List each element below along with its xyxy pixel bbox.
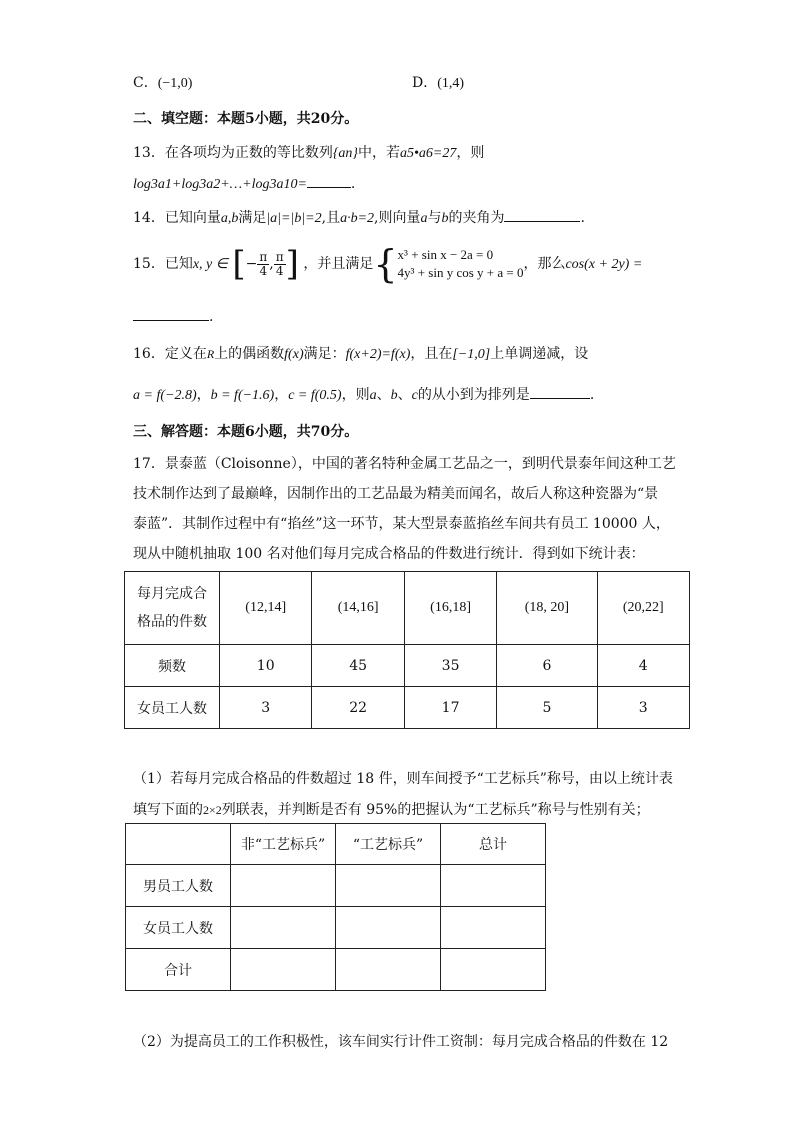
q16-then: ，则 [341, 387, 370, 403]
q15-eq1: x³ + sin x − 2a = 0 [397, 247, 494, 262]
q17-line2: 技术制作达到了最巅峰，因制作出的工艺品最为精美而闻名，故后人称这种瓷器为“景 [133, 486, 659, 502]
q15-left-bracket: [ [232, 244, 246, 284]
row-label: 男员工人数 [126, 865, 231, 907]
q16-eq: f(x+2)=f(x) [345, 347, 411, 362]
q14-with: 与 [427, 210, 442, 226]
q16-mid2: ，且在 [410, 346, 453, 362]
q16-sep1: ， [196, 387, 211, 403]
table-cell: 4 [597, 645, 690, 687]
table-cell: 10 [220, 645, 312, 687]
table-cell: 3 [597, 687, 690, 729]
interval-cell: (20,22] [597, 572, 690, 645]
q16-vb: b [390, 388, 398, 403]
q15-pi-left: π [259, 249, 268, 264]
q14-end: 的夹角为 [448, 210, 505, 226]
q15-mid: ，并且满足 [303, 256, 374, 272]
q13-answer-blank [307, 173, 351, 188]
q16-dun2: 、 [397, 387, 412, 403]
empty-cell [441, 865, 546, 907]
part1-l2-math: 2×2 [203, 803, 222, 817]
q16-prefix: 16．定义在 [133, 346, 207, 362]
empty-cell [336, 865, 441, 907]
q13-prefix: 13．在各项均为正数的等比数列 [133, 145, 333, 161]
header-cell: “工艺标兵” [336, 824, 441, 865]
stat-header-line1: 每月完成合 [137, 586, 207, 602]
empty-cell [336, 907, 441, 949]
q15-frac-left [257, 251, 269, 278]
header-cell: 总计 [441, 824, 546, 865]
row-label: 合计 [126, 949, 231, 991]
empty-cell [441, 907, 546, 949]
q16-mid: 上的偶函数 [214, 346, 285, 362]
q13-mid: 中，若 [358, 145, 401, 161]
stat-header-cell [125, 572, 220, 645]
q14-a: a [420, 211, 428, 226]
q16-c-def: c = f(0.5) [288, 388, 342, 403]
table-row [125, 645, 690, 687]
q15-eq2: 4y³ + sin y cos y + a = 0 [397, 265, 524, 280]
q15-vars: x, y ∈ [192, 257, 228, 272]
q15-system [398, 246, 524, 282]
q14-prefix: 14．已知向量 [133, 210, 221, 226]
q15-answer-line [133, 306, 213, 325]
q15-minus: − [245, 256, 258, 272]
q16-R: R [206, 347, 215, 361]
q13-seq: {an} [332, 146, 359, 161]
q16-vc: c [411, 388, 418, 403]
q16-sat: 满足： [303, 346, 346, 362]
q16-a-def: a = f(−2.8) [133, 388, 197, 403]
row-label: 女员工人数 [126, 907, 231, 949]
empty-cell [336, 949, 441, 991]
choice-d-label: D． [412, 75, 438, 91]
table-cell: 5 [497, 687, 597, 729]
q14-cond1-label: 满足 [238, 210, 267, 226]
q14-cond2-label: ,且 [321, 210, 341, 226]
q15-four-left: 4 [259, 263, 268, 278]
q14-answer-blank [504, 207, 580, 222]
q16-va: a [369, 388, 377, 403]
q17-line3: 泰蓝”．其制作过程中有“掐丝”这一环节，某大型景泰蓝掐丝车间共有员工 10000 人， [133, 516, 670, 532]
q15-prefix: 15．已知 [133, 256, 193, 272]
q13-end: . [350, 176, 356, 192]
q13-line1 [133, 142, 484, 162]
q13-log-sum: log3a1+log3a2+…+log3a10= [133, 177, 307, 192]
q13-suffix: ，则 [456, 145, 485, 161]
contingency-table [125, 823, 546, 991]
table-cell: 22 [312, 687, 404, 729]
part1-l2-a: 填写下面的 [133, 802, 203, 818]
stat-header-line2: 格品的件数 [137, 614, 207, 630]
q15-expr: cos(x + 2y) = [565, 257, 643, 272]
interval-cell: (12,14] [220, 572, 312, 645]
interval-cell: (14,16] [312, 572, 404, 645]
row-label: 女员工人数 [125, 687, 220, 729]
part1-l2-b: 列联表，并判断是否有 95%的把握认为“工艺标兵”称号与性别有关； [221, 802, 650, 818]
choice-c-label: C． [133, 75, 158, 91]
empty-cell [231, 865, 336, 907]
q15-brace: { [373, 242, 398, 286]
table-row [126, 824, 546, 865]
q15-frac-right [274, 251, 286, 278]
q13-cond: a5•a6=27 [400, 146, 457, 161]
part1-line1: （1）若每月完成合格品的件数超过 18 件，则车间授予“工艺标兵”称号，由以上统计表 [133, 771, 673, 787]
q17-line4: 现从中随机抽取 100 名对他们每月完成合格品的件数进行统计．得到如下统计表： [133, 546, 645, 562]
header-cell: 非“工艺标兵” [231, 824, 336, 865]
q14-line [133, 207, 585, 227]
table-cell: 35 [404, 645, 496, 687]
row-label: 频数 [125, 645, 220, 687]
part2-line1: （2）为提高员工的工作积极性，该车间实行计件工资制：每月完成合格品的件数在 12 [133, 1034, 669, 1050]
q16-sep2: ， [274, 387, 289, 403]
q16-line2 [133, 384, 594, 404]
q16-suffix: 上单调递减，设 [490, 346, 589, 362]
choice-c-value: (−1,0) [157, 76, 193, 91]
interval-cell: (18, 20] [497, 572, 597, 645]
q15-then: ，那么 [523, 256, 566, 272]
q14-period: . [580, 210, 585, 226]
empty-cell [231, 907, 336, 949]
table-row [125, 687, 690, 729]
q17-line1: 17．景泰蓝（Cloisonne），中国的著名特种金属工艺品之一，到明代景泰年间这种工艺 [133, 456, 676, 472]
q15-answer-blank [133, 306, 209, 321]
interval-cell: (16,18] [404, 572, 496, 645]
statistics-table [124, 571, 690, 729]
part1-line2 [133, 799, 650, 819]
section3-title: 三、解答题：本题6小题，共70分。 [133, 424, 359, 440]
q15-right-bracket: ] [285, 244, 299, 284]
choice-c [133, 72, 192, 92]
choice-d [412, 72, 464, 92]
q16-period: . [589, 387, 595, 403]
empty-cell [441, 949, 546, 991]
q16-dun1: 、 [376, 387, 391, 403]
section2-title: 二、填空题：本题5小题，共20分。 [133, 111, 359, 127]
empty-cell [231, 949, 336, 991]
q14-cond1: |a|=|b|=2 [266, 211, 322, 226]
table-cell: 45 [312, 645, 404, 687]
table-cell: 17 [404, 687, 496, 729]
q15-period: . [209, 309, 214, 325]
q16-interval: [−1,0] [452, 347, 491, 362]
table-row [125, 572, 690, 645]
table-cell: 3 [220, 687, 312, 729]
q16-answer-blank [530, 384, 590, 399]
q15-pi-right: π [275, 249, 284, 264]
table-cell: 6 [497, 645, 597, 687]
table-row [126, 907, 546, 949]
q14-suffix: ,则向量 [374, 210, 421, 226]
q16-end: 的从小到为排列是 [417, 387, 530, 403]
choice-d-value: (1,4) [437, 76, 465, 91]
q16-fx: f(x) [284, 347, 304, 362]
q16-line1 [133, 343, 588, 363]
q15-four-right: 4 [275, 263, 284, 278]
q14-b: b [441, 211, 449, 226]
q15-comma: , [269, 256, 274, 272]
table-row [126, 865, 546, 907]
q14-cond2: a·b=2 [340, 211, 375, 226]
q14-vectors: a,b [220, 211, 239, 226]
q13-line2 [133, 173, 355, 193]
q16-b-def: b = f(−1.6) [210, 388, 275, 403]
q15-line [133, 242, 643, 286]
table-row [126, 949, 546, 991]
header-cell [126, 824, 231, 865]
